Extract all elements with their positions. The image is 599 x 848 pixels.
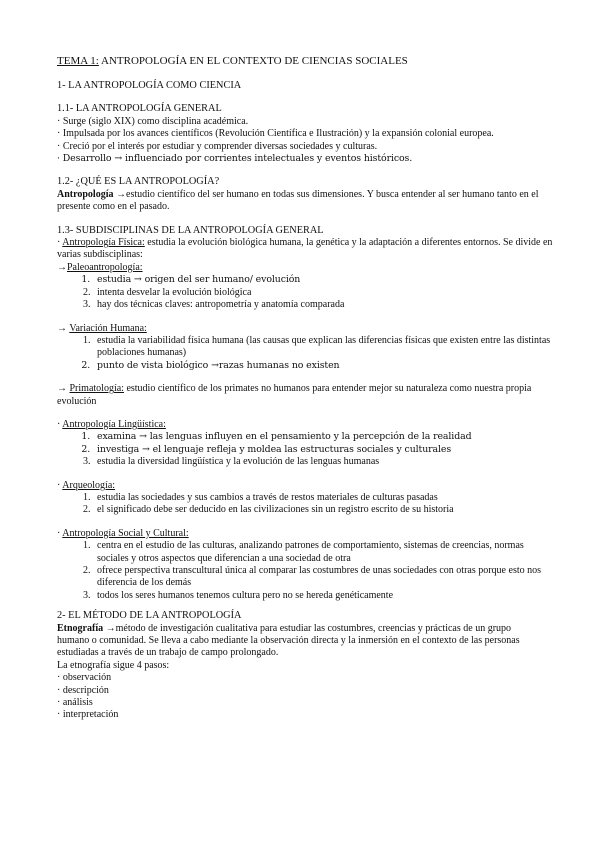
list-item: 1. estudia la variabilidad física humana (las causas que explican las diferencias físicas que existen entre las distintas poblaciones humanas): [93, 335, 557, 360]
list-item: 1. centra en el estudio de las culturas, analizando patrones de comportamiento, sistemas de creencias, normas sociales y otros aspectos que diferencian a una sociedad de otra: [93, 540, 557, 565]
subdiscipline-paragraph: → Primatología: estudio científico de los primates no humanos para entender mejor su naturaleza como nuestra propia evolución: [57, 383, 532, 407]
steps-intro: La etnografía sigue 4 pasos:: [57, 659, 170, 671]
bullet-line: · Impulsada por los avances científicos (Revolución Científica e Ilustración) y la expansión colonial europea.: [57, 128, 494, 140]
definition-paragraph: [57, 189, 557, 214]
list-item: 2. punto de vista biológico →razas humanas no existen: [93, 360, 557, 372]
list-item: 3. hay dos técnicas claves: antropometría y anatomía comparada: [93, 299, 557, 311]
subdiscipline-heading: →Paleoantropología:: [57, 261, 143, 273]
section-1-2-heading: 1.2- ¿QUÉ ES LA ANTROPOLOGÍA?: [57, 176, 220, 188]
page-title: [57, 54, 557, 68]
section-2-heading: 2- EL MÉTODO DE LA ANTROPOLOGÍA: [57, 610, 242, 622]
numbered-list: [57, 492, 557, 517]
list-item: 1. estudia → origen del ser humano/ evolución: [93, 274, 557, 286]
subdiscipline-heading: → Variación Humana:: [57, 322, 147, 334]
subdiscipline-label: Antropología Social y Cultural:: [62, 527, 189, 539]
step-item: · interpretación: [57, 709, 119, 721]
numbered-list: [57, 431, 557, 468]
subdiscipline-label: Primatología:: [69, 383, 124, 395]
step-item: · descripción: [57, 684, 109, 696]
section-1-3-heading: 1.3- SUBDISCIPLINAS DE LA ANTROPOLOGÍA GENERAL: [57, 224, 324, 236]
list-item: 2. intenta desvelar la evolución biológica: [93, 287, 557, 299]
subdiscipline-label: Variación Humana:: [69, 322, 147, 334]
list-item: 3. estudia la diversidad lingüística y la evolución de las lenguas humanas: [93, 456, 557, 468]
definition-text: →estudio científico del ser humano en todas sus dimensiones. Y busca entender al ser humano tanto en el presente como en el pasado.: [57, 188, 539, 213]
subdiscipline-text: estudia la evolución biológica humana, la genética y la adaptación a diferentes entornos. Se divide en varias subdisciplinas:: [57, 237, 553, 261]
subdiscipline-paragraph: · Antropología Física: estudia la evolución biológica humana, la genética y la adaptación a diferentes entornos. Se divide en varias subdisciplinas:: [57, 237, 553, 261]
numbered-list: [57, 274, 557, 311]
definition-term: Etnografía: [57, 622, 104, 634]
document-page: [57, 54, 557, 722]
subdiscipline-text: estudio científico de los primates no humanos para entender mejor su naturaleza como nuestra propia evolución: [57, 383, 532, 407]
subdiscipline-label: Paleoantropología:: [67, 261, 143, 273]
numbered-list: [57, 335, 557, 372]
bullet-line: · Creció por el interés por estudiar y comprender diversas sociedades y culturas.: [57, 140, 378, 152]
numbered-list: [57, 540, 557, 602]
subdiscipline-heading: · Antropología Social y Cultural:: [57, 527, 189, 539]
list-item: 2. el significado debe ser deducido en las civilizaciones sin un registro escrito de su historia: [93, 504, 557, 516]
definition-text: →método de investigación cualitativa para estudiar las costumbres, creencias y prácticas de un grupo: [103, 622, 512, 634]
bullet-line: · Desarrollo → influenciado por corrientes intelectuales y eventos históricos.: [57, 153, 413, 165]
title-prefix: TEMA 1:: [57, 55, 99, 67]
subdiscipline-heading: · Antropología Lingüística:: [57, 418, 166, 430]
subdiscipline-label: Antropología Física:: [62, 237, 145, 249]
list-item: 2. investiga → el lenguaje refleja y moldea las estructuras sociales y culturales: [93, 444, 557, 456]
bullet-line: · Surge (siglo XIX) como disciplina académica.: [57, 115, 249, 127]
list-item: 3. todos los seres humanos tenemos cultura pero no se hereda genéticamente: [93, 590, 557, 602]
section-1-heading: 1- LA ANTROPOLOGÍA COMO CIENCIA: [57, 80, 242, 91]
step-item: · análisis: [57, 697, 93, 709]
definition-continuation: humano o comunidad. Se lleva a cabo mediante la observación directa y la inmersión en el contexto de las personas estudiadas a través de un trabajo de campo prolongado.: [57, 635, 520, 659]
list-item: 1. examina → las lenguas influyen en el pensamiento y la percepción de la realidad: [93, 431, 557, 443]
subdiscipline-label: Arqueología:: [62, 479, 116, 491]
definition-paragraph: [57, 623, 557, 635]
step-item: · observación: [57, 672, 112, 684]
list-item: 1. estudia las sociedades y sus cambios a través de restos materiales de culturas pasadas: [93, 492, 557, 504]
subdiscipline-heading: · Arqueología:: [57, 479, 116, 491]
title-text: ANTROPOLOGÍA EN EL CONTEXTO DE CIENCIAS SOCIALES: [98, 55, 408, 67]
list-item: 2. ofrece perspectiva transcultural única al comparar las costumbres de unas sociedades con otras porque esto nos diferencia de los demás: [93, 565, 557, 590]
subdiscipline-label: Antropología Lingüística:: [62, 418, 166, 430]
section-1-1-heading: 1.1- LA ANTROPOLOGÍA GENERAL: [57, 103, 222, 115]
definition-term: Antropología: [57, 188, 114, 200]
